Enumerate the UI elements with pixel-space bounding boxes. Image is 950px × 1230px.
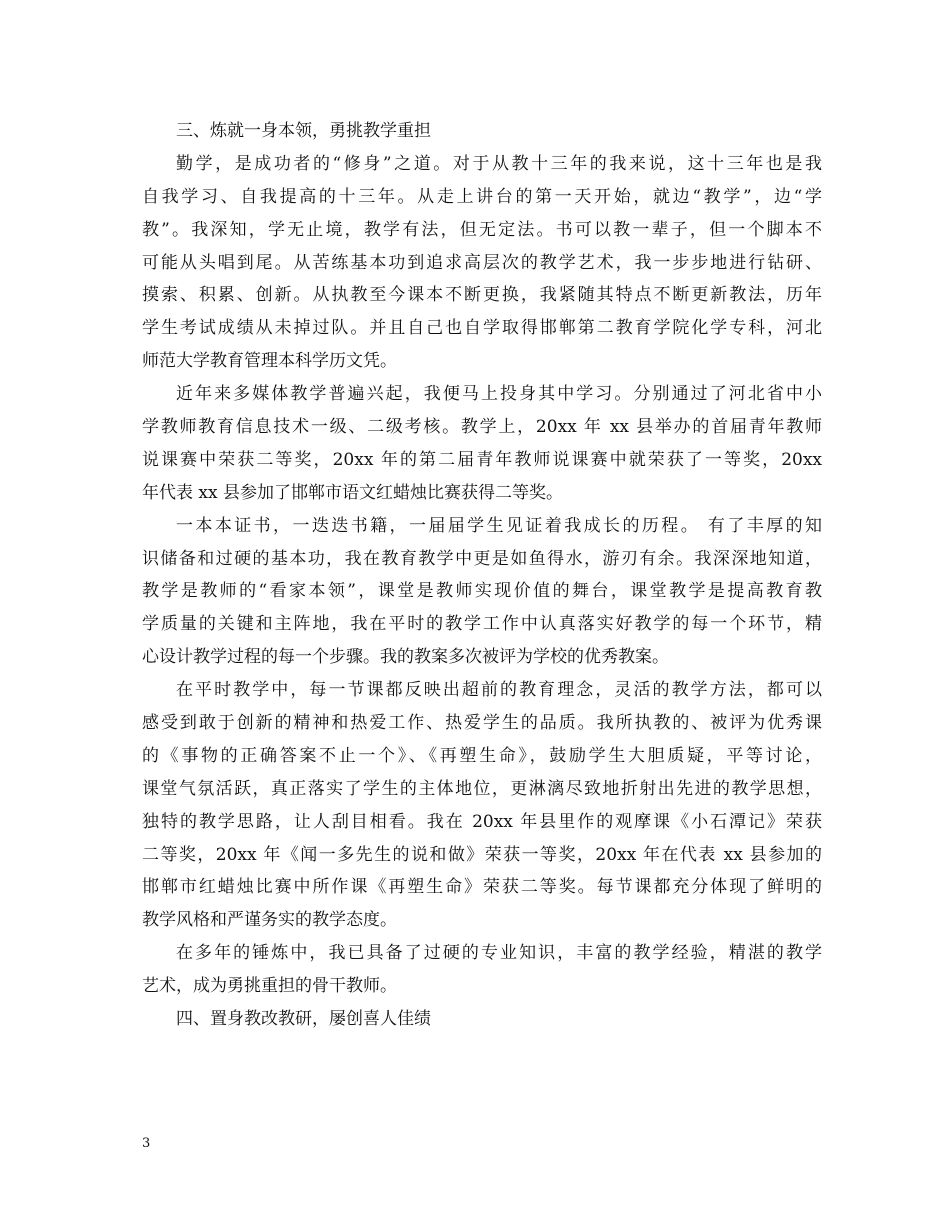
text-line: 学生考试成绩从未掉过队。并且自己也自学取得邯郸第二教育学院化学专科，河北	[142, 318, 822, 339]
text-line: 学质量的关键和主阵地，我在平时的教学工作中认真落实好教学的每一个环节，精	[142, 614, 822, 635]
page-number: 3	[142, 1136, 151, 1151]
text-line: 心设计教学过程的每一个步骤。我的教案多次被评为学校的优秀教案。	[142, 647, 669, 668]
text-line: 在多年的锤炼中，我已具备了过硬的专业知识，丰富的教学经验，精湛的教学	[176, 943, 822, 964]
text-line: 学教师教育信息技术一级、二级考核。教学上，20xx 年 xx 县举办的首届青年教师	[142, 417, 822, 438]
text-line: 的《事物的正确答案不止一个》、《再塑生命》，鼓励学生大胆质疑，平等讨论，	[142, 745, 822, 766]
text-line: 教学风格和严谨务实的教学态度。	[142, 910, 397, 931]
text-line: 教”。我深知，学无止境，教学有法，但无定法。书可以教一辈子，但一个脚本不	[142, 219, 822, 240]
text-line: 二等奖，20xx 年《闻一多先生的说和做》荣获一等奖，20xx 年在代表 xx 县参加的	[142, 844, 822, 865]
text-line: 课堂气氛活跃，真正落实了学生的主体地位，更淋漓尽致地折射出先进的教学思想，	[142, 778, 822, 799]
text-line: 独特的教学思路，让人刮目相看。我在 20xx 年县里作的观摩课《小石潭记》荣获	[142, 811, 822, 832]
text-line: 教学是教师的“看家本领”，课堂是教师实现价值的舞台，课堂教学是提高教育教	[142, 581, 822, 602]
text-line: 勤学，是成功者的“修身”之道。对于从教十三年的我来说，这十三年也是我	[176, 153, 822, 174]
text-line: 师范大学教育管理本科学历文凭。	[142, 351, 397, 372]
text-line: 艺术，成为勇挑重担的骨干教师。	[142, 976, 397, 997]
text-line: 四、置身教改教研，屡创喜人佳绩	[176, 1009, 431, 1030]
document-body	[142, 115, 822, 1036]
text-line: 邯郸市红蜡烛比赛中所作课《再塑生命》荣获二等奖。每节课都充分体现了鲜明的	[142, 877, 822, 898]
text-line: 年代表 xx 县参加了邯郸市语文红蜡烛比赛获得二等奖。	[142, 482, 563, 503]
text-line: 一本本证书，一迭迭书籍，一届届学生见证着我成长的历程。 有了丰厚的知	[176, 515, 822, 536]
text-line: 说课赛中荣获二等奖，20xx 年的第二届青年教师说课赛中就荣获了一等奖，20xx	[142, 449, 822, 470]
text-line: 在平时教学中，每一节课都反映出超前的教育理念，灵活的教学方法，都可以	[176, 680, 822, 701]
text-line: 可能从头唱到尾。从苦练基本功到追求高层次的教学艺术，我一步步地进行钻研、	[142, 252, 822, 273]
text-line: 感受到敢于创新的精神和热爱工作、热爱学生的品质。我所执教的、被评为优秀课	[142, 713, 822, 734]
text-line: 识储备和过硬的基本功，我在教育教学中更是如鱼得水，游刃有余。我深深地知道，	[142, 548, 822, 569]
text-line: 自我学习、自我提高的十三年。从走上讲台的第一天开始，就边“教学”，边“学	[142, 186, 822, 207]
text-line: 摸索、积累、创新。从执教至今课本不断更换，我紧随其特点不断更新教法，历年	[142, 285, 822, 306]
text-line: 近年来多媒体教学普遍兴起，我便马上投身其中学习。分别通过了河北省中小	[176, 384, 822, 405]
text-line: 三、炼就一身本领，勇挑教学重担	[176, 121, 431, 141]
